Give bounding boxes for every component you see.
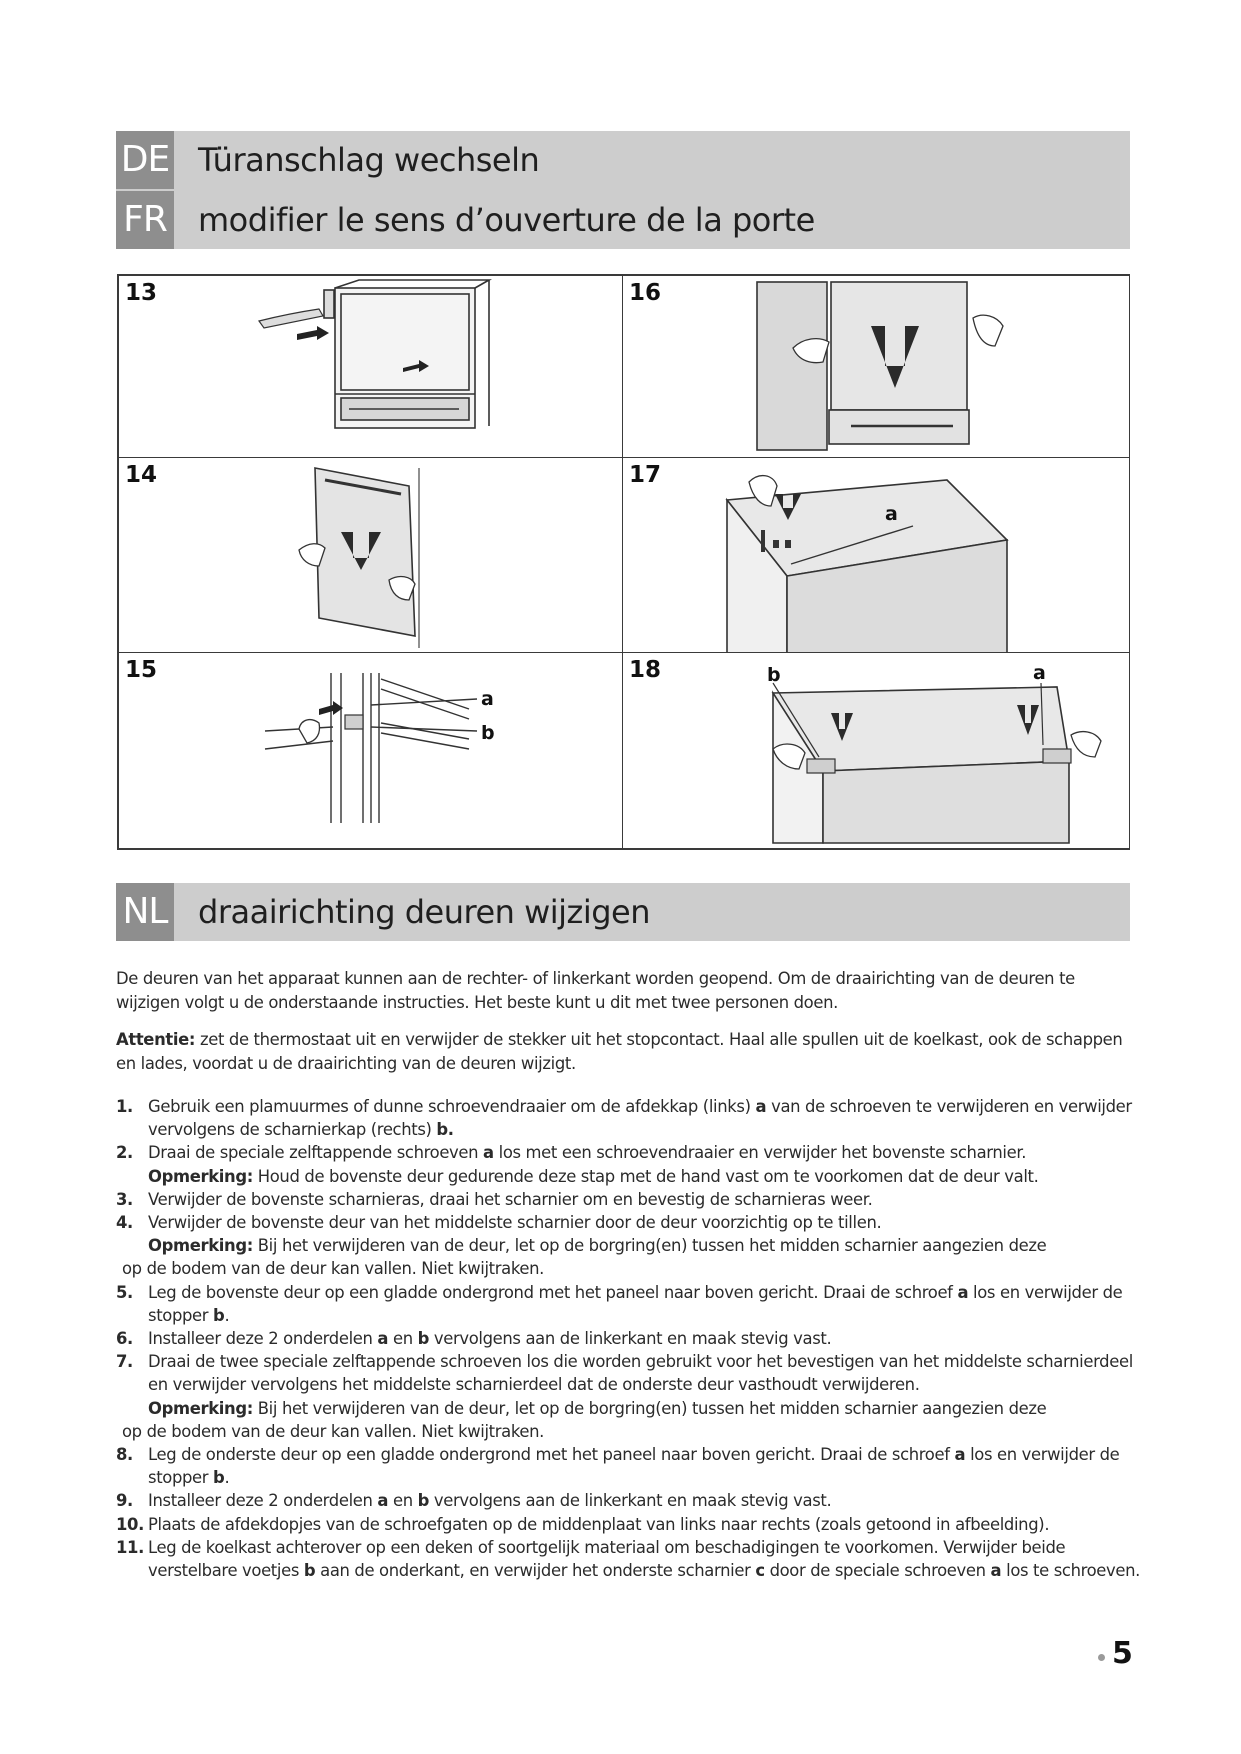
step-number: 2.: [116, 1143, 133, 1163]
step-text: Verwijder de bovenste scharnieras, draai het scharnier om en bevestig de scharnieras weer.: [148, 1189, 873, 1209]
panel-15: [118, 652, 623, 849]
step-item: [116, 1443, 1146, 1489]
illustration-18: [623, 653, 1130, 849]
step-text: Gebruik een plamuurmes of dunne schroevendraaier om de afdekkap (links) a van de schroeven te verwijderen en verwijder vervolgens de scharnierkap (rechts) b.: [148, 1097, 1132, 1140]
illustration-17: [623, 458, 1130, 653]
panel-18-callout-b: b: [767, 664, 781, 686]
attention-text: zet de thermostaat uit en verwijder de stekker uit het stopcontact. Haal alle spullen uit de koelkast, ook de schappen en lades, voordat u de draairichting van de deuren wijzigt.: [116, 1030, 1123, 1073]
step-number: 10.: [116, 1514, 144, 1534]
panel-17: [622, 457, 1130, 653]
step-item: [116, 1211, 1146, 1281]
panel-18-callout-a: a: [1033, 662, 1046, 684]
intro-paragraph: De deuren van het apparaat kunnen aan de rechter- of linkerkant worden geopend. Om de draairichting van de deuren te wijzigen volgt u de onderstaande instructies. Het beste kunt u dit met twee personen doen.: [116, 969, 1075, 1012]
step-note-continued: op de bodem van de deur kan vallen. Niet kwijtraken.: [122, 1259, 545, 1279]
lang-code-de: DE: [116, 131, 174, 189]
step-item: [116, 1327, 1146, 1350]
panel-14-number: 14: [125, 462, 158, 488]
header-de-fr: [116, 131, 1130, 249]
step-text: Installeer deze 2 onderdelen a en b vervolgens aan de linkerkant en maak stevig vast.: [148, 1329, 832, 1349]
illustration-16: [623, 276, 1130, 458]
heading-nl: draairichting deuren wijzigen: [198, 893, 650, 931]
panel-14: [118, 457, 623, 653]
illustration-grid: [117, 274, 1130, 850]
step-number: 7.: [116, 1352, 133, 1372]
step-note: Opmerking: Bij het verwijderen van de deur, let op de borgring(en) tussen het midden scharnier aangezien deze: [148, 1236, 1047, 1256]
panel-15-number: 15: [125, 657, 158, 683]
step-item: [116, 1095, 1146, 1141]
step-item: [116, 1350, 1146, 1443]
step-item: [116, 1188, 1146, 1211]
panel-17-callout-a: a: [885, 503, 898, 525]
illustration-15: [119, 653, 623, 849]
step-text: Leg de onderste deur op een gladde ondergrond met het paneel naar boven gericht. Draai de schroef a los en verwijder de stopper b.: [148, 1445, 1120, 1488]
step-number: 6.: [116, 1329, 133, 1349]
panel-17-number: 17: [629, 462, 662, 488]
illustration-13: [119, 276, 623, 458]
page-number-dot: [1098, 1654, 1105, 1661]
step-text: Leg de bovenste deur op een gladde ondergrond met het paneel naar boven gericht. Draai de schroef a los en verwijder de stopper b.: [148, 1282, 1123, 1325]
step-number: 11.: [116, 1537, 144, 1557]
panel-15-callout-a: a: [481, 688, 494, 710]
step-text: Draai de speciale zelftappende schroeven a los met een schroevendraaier en verwijder het bovenste scharnier.: [148, 1143, 1027, 1163]
lang-code-nl: NL: [116, 883, 174, 941]
illustration-14: [119, 458, 623, 653]
attention-label: Attentie:: [116, 1030, 196, 1049]
step-number: 8.: [116, 1445, 133, 1465]
step-text: Installeer deze 2 onderdelen a en b vervolgens aan de linkerkant en maak stevig vast.: [148, 1491, 832, 1511]
page-number: 5: [1112, 1636, 1133, 1671]
step-note-continued: op de bodem van de deur kan vallen. Niet kwijtraken.: [122, 1421, 545, 1441]
step-number: 1.: [116, 1097, 133, 1116]
step-text: Plaats de afdekdopjes van de schroefgaten op de middenplaat van links naar rechts (zoals getoond in afbeelding).: [148, 1514, 1050, 1534]
step-item: [116, 1536, 1146, 1582]
panel-15-callout-b: b: [481, 722, 495, 744]
step-number: 4.: [116, 1213, 133, 1233]
step-item: [116, 1141, 1146, 1187]
step-text: Leg de koelkast achterover op een deken of soortgelijk materiaal om beschadigingen te voorkomen. Verwijder beide verstelbare voetjes b aan de onderkant, en verwijder het onderste scharnier c door de speciale schroeven a los te schroeven.: [148, 1537, 1141, 1581]
panel-16-number: 16: [629, 280, 662, 306]
step-note: Opmerking: Bij het verwijderen van de deur, let op de borgring(en) tussen het midden scharnier aangezien deze: [148, 1398, 1047, 1418]
panel-16: [622, 275, 1130, 458]
step-note: Opmerking: Houd de bovenste deur gedurende deze stap met de hand vast om te voorkomen dat de deur valt.: [148, 1166, 1039, 1186]
step-number: 5.: [116, 1282, 133, 1302]
step-text: Draai de twee speciale zelftappende schroeven los die worden gebruikt voor het bevestigen van het middelste scharnierdeel en verwijder vervolgens het middelste scharnierdeel dat de onderste deur vasthoudt verwijderen.: [148, 1352, 1133, 1395]
lang-code-fr: FR: [116, 191, 174, 249]
panel-13-number: 13: [125, 280, 158, 306]
step-item: [116, 1281, 1146, 1327]
header-nl: [116, 883, 1130, 941]
heading-de: Türanschlag wechseln: [198, 141, 540, 179]
attention-paragraph: [116, 1028, 1136, 1076]
step-number: 3.: [116, 1189, 133, 1209]
step-item: [116, 1513, 1146, 1536]
steps-list: [116, 1095, 1146, 1582]
panel-18: [622, 652, 1130, 849]
panel-18-number: 18: [629, 657, 662, 683]
step-item: [116, 1489, 1146, 1512]
step-number: 9.: [116, 1491, 133, 1511]
heading-fr: modifier le sens d’ouverture de la porte: [198, 201, 815, 239]
panel-13: [118, 275, 623, 458]
step-text: Verwijder de bovenste deur van het middelste scharnier door de deur voorzichtig op te tillen.: [148, 1213, 882, 1233]
